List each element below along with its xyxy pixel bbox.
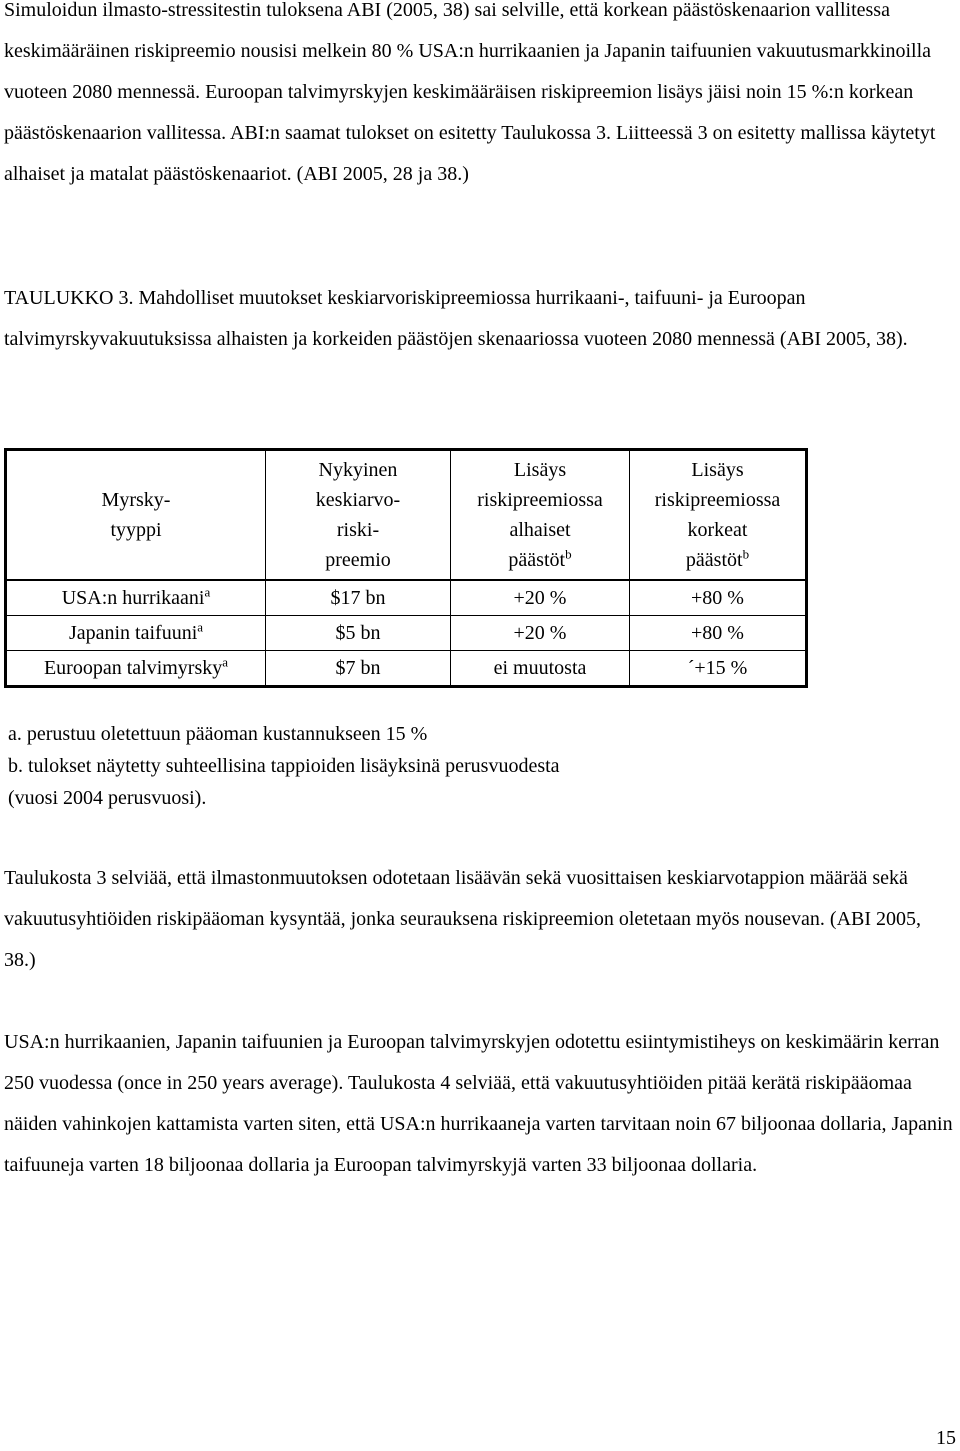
table-caption: TAULUKKO 3. Mahdolliset muutokset keskiarvoriskipreemiossa hurrikaani-, taifuuni- ja Euroopan talvimyrskyvakuutuksissa alhaisten ja korkeiden päästöjen skenaariossa vuoteen 2080 mennessä (ABI 2005, 38). <box>4 287 908 350</box>
cell-high: ´+15 % <box>630 651 807 687</box>
cell-storm-type: Euroopan talvimyrsky$^a$ <box>6 651 266 687</box>
cell-premium: $7 bn <box>266 651 451 687</box>
table-row <box>6 651 807 687</box>
cell-premium: $5 bn <box>266 616 451 651</box>
paragraph-3: USA:n hurrikaanien, Japanin taifuunien ja Euroopan talvimyrskyjen odotettu esiintymistiheys on keskimäärin kerran 250 vuodessa (once in 250 years average). Taulukosta 4 selviää, että vakuutusyhtiöiden pitää kerätä riskipääomaa näiden vahinkojen kattamista varten siten, että USA:n hurrikaaneja varten tarvitaan noin 67 biljoonaa dollaria, Japanin taifuuneja varten 18 biljoonaa dollaria ja Euroopan talvimyrskyjä varten 33 biljoonaa dollaria. <box>4 1031 953 1176</box>
cell-high: +80 % <box>630 580 807 616</box>
paragraph-2: Taulukosta 3 selviää, että ilmastonmuutoksen odotetaan lisäävän sekä vuosittaisen keskiarvotappion määrää sekä vakuutusyhtiöiden riskipääoman kysyntää, jonka seurauksena riskipreemion oletetaan myös nousevan. (ABI 2005, 38.) <box>4 867 922 971</box>
note-a: a. perustuu oletettuun pääoman kustannukseen 15 % <box>8 723 428 745</box>
header-high-emissions: Lisäys riskipreemiossa korkeat päästöt$^b$ <box>630 450 807 581</box>
cell-storm-type: USA:n hurrikaani$^a$ <box>6 580 266 616</box>
cell-premium: $17 bn <box>266 580 451 616</box>
table-row <box>6 616 807 651</box>
intro-paragraph: Simuloidun ilmasto-stressitestin tuloksena ABI (2005, 38) sai selville, että korkean päästöskenaarion vallitessa keskimääräinen riskipreemio nousisi melkein 80 % USA:n hurrikaanien ja Japanin taifuunien vakuutusmarkkinoilla vuoteen 2080 mennessä. Euroopan talvimyrskyjen keskimääräisen riskipreemion lisäys jäisi noin 15 %:n korkean päästöskenaarion vallitessa. ABI:n saamat tulokset on esitetty Taulukossa 3. Liitteessä 3 on esitetty mallissa käytetyt alhaiset ja matalat päästöskenaariot. (ABI 2005, 28 ja 38.) <box>4 0 936 185</box>
header-low-emissions: Lisäys riskipreemiossa alhaiset päästöt$^b$ <box>451 450 630 581</box>
premium-table <box>4 448 808 688</box>
cell-storm-type: Japanin taifuuni$^a$ <box>6 616 266 651</box>
table-header-row <box>6 450 807 581</box>
table-row <box>6 580 807 616</box>
header-current-premium: Nykyinen keskiarvo- riski- preemio <box>266 450 451 581</box>
cell-low: +20 % <box>451 580 630 616</box>
cell-low: ei muutosta <box>451 651 630 687</box>
note-b: b. tulokset näytetty suhteellisina tappioiden lisäyksinä perusvuodesta <box>8 755 560 777</box>
table-notes <box>8 718 560 814</box>
page-number: 15 <box>936 1427 956 1449</box>
cell-high: +80 % <box>630 616 807 651</box>
header-storm-type: Myrsky- tyyppi <box>6 450 266 581</box>
note-b-continued: (vuosi 2004 perusvuosi). <box>8 787 207 809</box>
cell-low: +20 % <box>451 616 630 651</box>
